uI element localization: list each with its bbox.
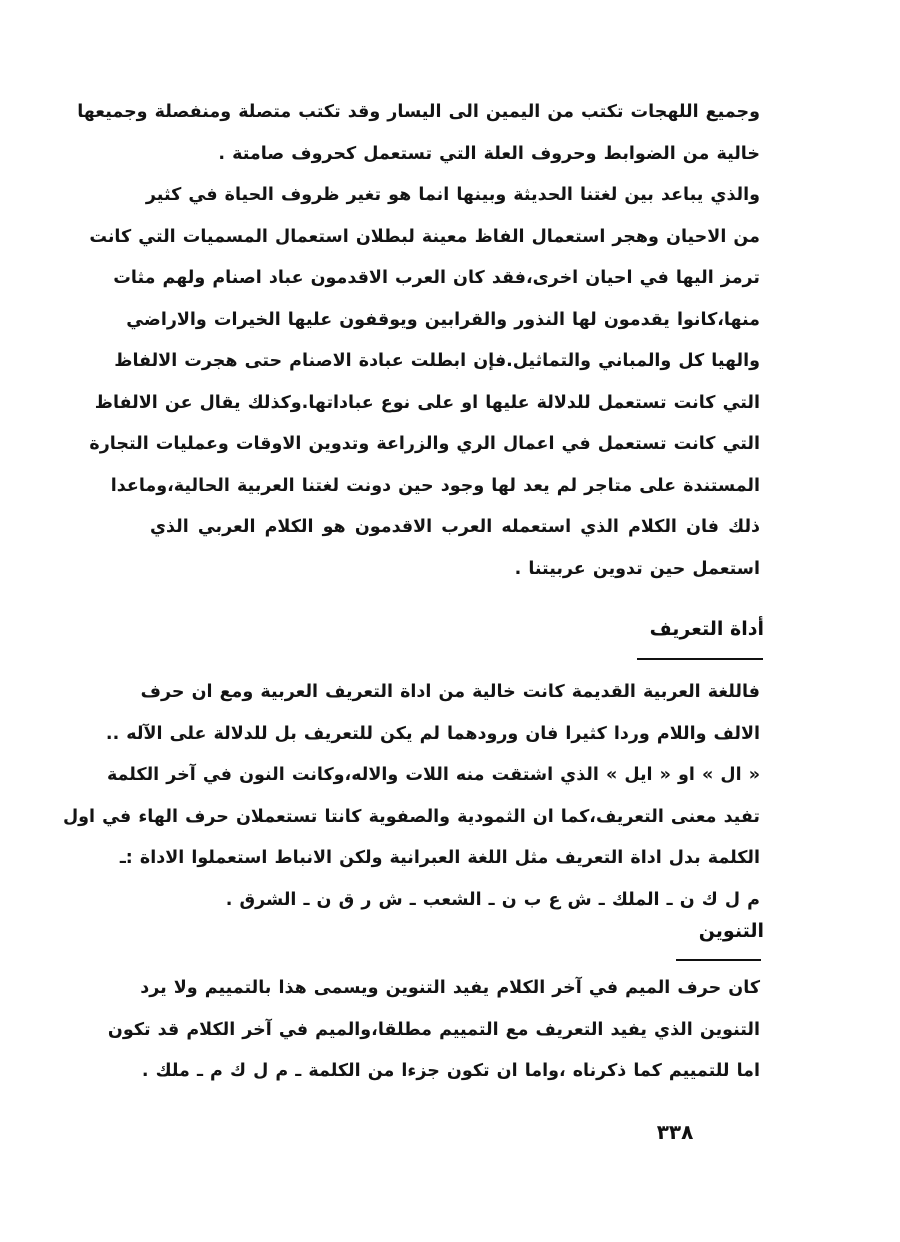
text-line: والذي يباعد بين لغتنا الحديثة وبينها انما هو تغير ظروف الحياة في كثير — [145, 185, 760, 205]
text-line: كان حرف الميم في آخر الكلام يفيد التنوين ويسمى هذا بالتمييم ولا يرد — [140, 978, 760, 998]
text-line: خالية من الضوابط وحروف العلة التي تستعمل كحروف صامتة . — [218, 143, 760, 164]
text-line: التي كانت تستعمل للدلالة عليها او على نوع عباداتها.وكذلك يقال عن الالفاظ — [94, 392, 760, 413]
section-heading-definite-article: أداة التعريف — [649, 618, 764, 640]
paragraph-definite-article — [62, 672, 760, 921]
text-line: التي كانت تستعمل في اعمال الري والزراعة وتدوين الاوقات وعمليات التجارة — [89, 434, 760, 454]
text-line: المستندة على متاجر لم يعد لها وجود حين دونت لغتنا العربية الحالية،وماعدا — [110, 475, 760, 496]
text-line: م ل ك ن ـ الملك ـ ش ع ب ن ـ الشعب ـ ش ر ق ن ـ الشرق . — [225, 889, 760, 910]
text-line: « ال » او « ايل » الذي اشتقت منه اللات والاله،وكانت النون في آخر الكلمة — [106, 765, 760, 785]
text-line: منها،كانوا يقدمون لها النذور والقرابين ويوقفون عليها الخيرات والاراضي — [126, 309, 760, 330]
text-line: من الاحيان وهجر استعمال الفاظ معينة لبطلان استعمال المسميات التي كانت — [89, 226, 760, 247]
text-line: التنوين الذي يفيد التعريف مع التمييم مطلقا،والميم في آخر الكلام قد تكون — [107, 1019, 760, 1040]
text-line: اما للتمييم كما ذكرناه ،واما ان تكون جزءا من الكلمة ـ م ل ك م ـ ملك . — [141, 1061, 760, 1081]
paragraph-language-change — [89, 175, 760, 590]
text-line: الالف واللام وردا كثيرا فان ورودهما لم يكن للتعريف بل للدلالة على الآله .. — [105, 723, 760, 744]
text-line: ذلك فان الكلام الذي استعمله العرب الاقدمون هو الكلام العربي الذي — [150, 517, 760, 537]
text-line: والهيا كل والمباني والتماثيل.فإن ابطلت عبادة الاصنام حتى هجرت الالفاظ — [114, 351, 760, 371]
heading-underline — [637, 658, 763, 660]
text-line: استعمل حين تدوين عربيتنا . — [514, 558, 760, 579]
paragraph-tanween — [107, 968, 760, 1093]
heading-underline — [676, 959, 761, 961]
text-line: وجميع اللهجات تكتب من اليمين الى اليسار وقد تكتب متصلة ومنفصلة وجميعها — [77, 102, 760, 122]
text-line: ترمز اليها في احيان اخرى،فقد كان العرب الاقدمون عباد اصنام ولهم مثات — [113, 268, 760, 288]
page-number: ٣٣٨ — [656, 1120, 694, 1144]
section-heading-tanween: التنوين — [698, 920, 764, 942]
text-line: الكلمة بدل اداة التعريف مثل اللغة العبرانية ولكن الانباط استعملوا الاداة :ـ — [119, 848, 760, 868]
paragraph-dialects — [77, 92, 760, 175]
text-line: تفيد معنى التعريف،كما ان الثمودية والصفوية كانتا تستعملان حرف الهاء في اول — [62, 806, 760, 827]
text-line: فاللغة العربية القديمة كانت خالية من اداة التعريف العربية ومع ان حرف — [140, 682, 760, 702]
